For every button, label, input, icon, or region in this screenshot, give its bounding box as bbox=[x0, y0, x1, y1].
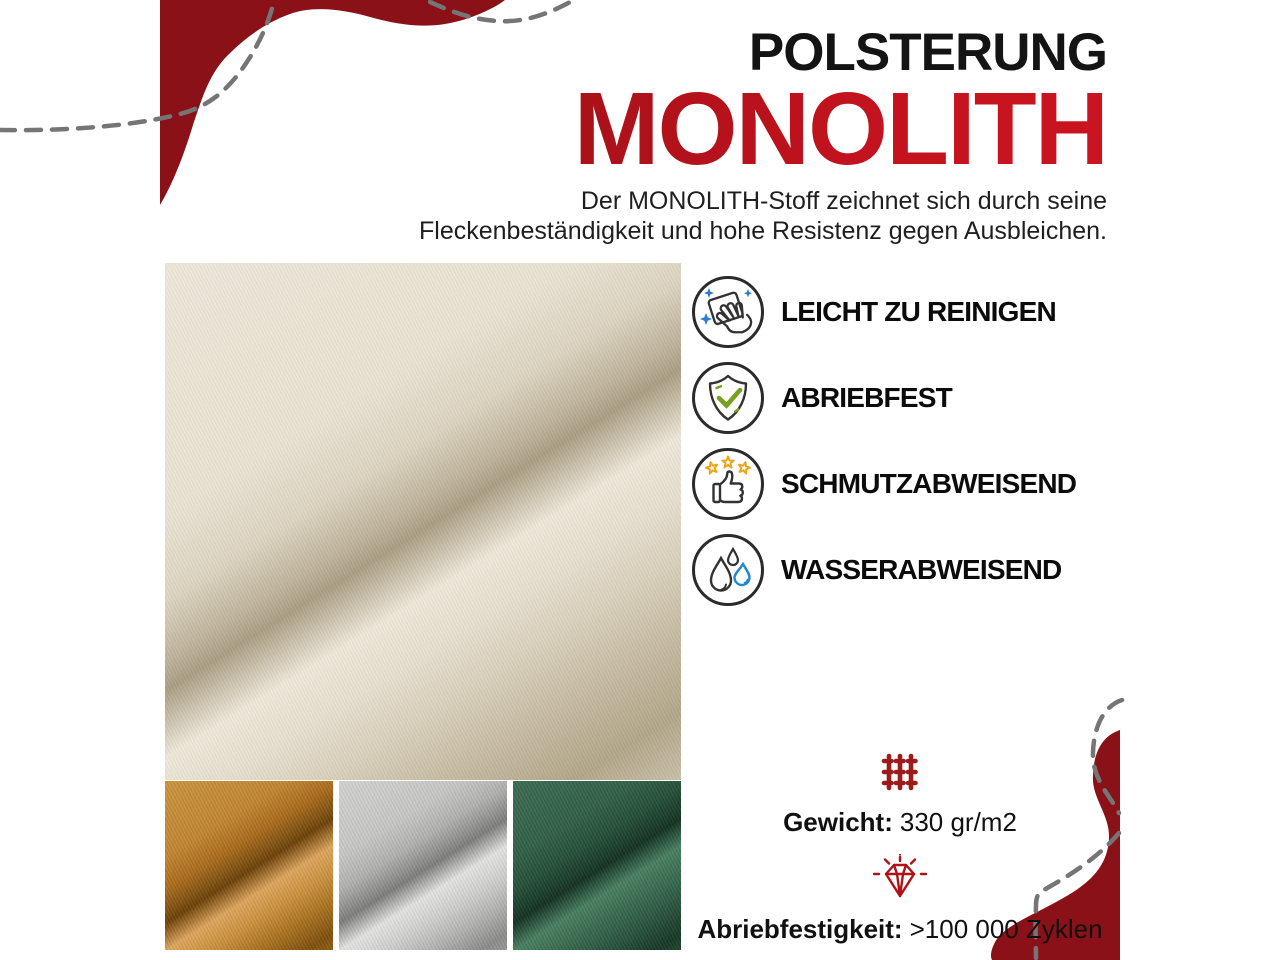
fabric-variant-row bbox=[165, 781, 681, 950]
feature-label: ABRIEBFEST bbox=[781, 382, 952, 413]
feature-label: WASSERABWEISEND bbox=[781, 554, 1062, 585]
category-title: POLSTERUNG bbox=[748, 23, 1107, 82]
feature-water-repellent bbox=[692, 534, 1076, 606]
spec-label: Gewicht: bbox=[783, 807, 893, 837]
description-line-2: Fleckenbeständigkeit und hohe Resistenz gegen Ausbleichen. bbox=[419, 217, 1107, 246]
water-drops-icon bbox=[692, 534, 764, 606]
diamond-icon bbox=[872, 854, 928, 905]
feature-easy-to-clean bbox=[692, 276, 1076, 348]
feature-label: LEICHT ZU REINIGEN bbox=[781, 296, 1056, 327]
fabric-swatch-silver-gray bbox=[339, 781, 507, 950]
feature-dirt-repellent bbox=[692, 448, 1076, 520]
product-description bbox=[419, 186, 1107, 247]
shield-check-icon bbox=[692, 362, 764, 434]
wiping-hand-icon bbox=[692, 276, 764, 348]
spec-list bbox=[697, 751, 1103, 945]
fabric-swatch-dark-green bbox=[513, 781, 681, 950]
thumbs-up-stars-icon bbox=[692, 448, 764, 520]
spec-value: >100 000 Zyklen bbox=[909, 914, 1103, 944]
description-line-1: Der MONOLITH-Stoff zeichnet sich durch seine bbox=[580, 186, 1107, 215]
fabric-weave-icon bbox=[879, 751, 921, 798]
spec-weight bbox=[783, 807, 1017, 838]
spec-abrasion bbox=[697, 914, 1102, 945]
feature-label: SCHMUTZABWEISEND bbox=[781, 468, 1077, 499]
spec-label: Abriebfestigkeit: bbox=[697, 914, 903, 944]
spec-value: 330 gr/m2 bbox=[899, 807, 1017, 837]
feature-abrasion-proof bbox=[692, 362, 1076, 434]
content-area bbox=[160, 0, 1120, 960]
fabric-swatch-camel bbox=[165, 781, 333, 950]
header bbox=[419, 23, 1107, 247]
feature-list bbox=[692, 276, 1076, 606]
fabric-sample-main bbox=[165, 263, 681, 780]
product-title: MONOLITH bbox=[419, 82, 1107, 177]
